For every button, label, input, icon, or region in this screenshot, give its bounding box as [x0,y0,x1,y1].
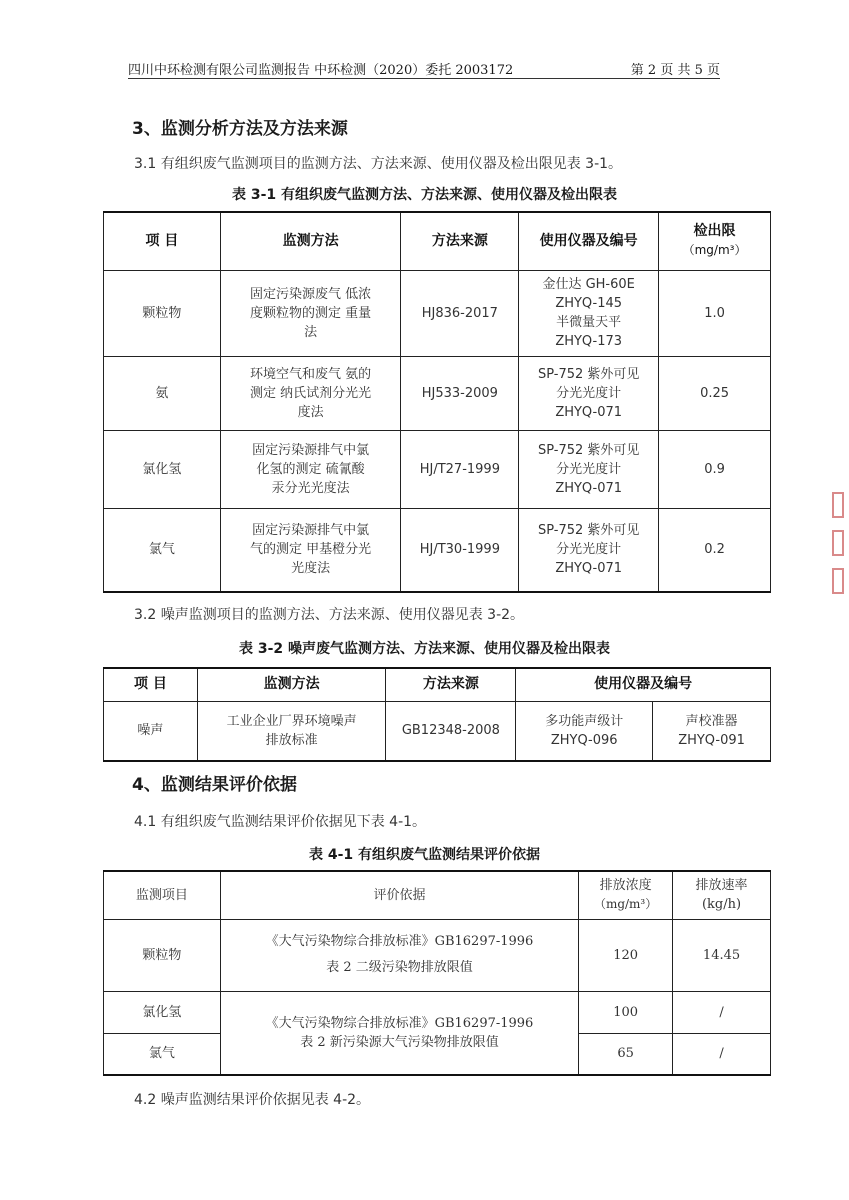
cell-item: 颗粒物 [104,919,221,991]
cell-method: 固定污染源废气 低浓 度颗粒物的测定 重量 法 [220,270,401,356]
cell-limit: 0.25 [659,356,771,430]
cell-item: 噪声 [104,701,198,761]
cell-concentration: 65 [579,1033,673,1075]
cell-basis: 《大气污染物综合排放标准》GB16297-1996 表 2 新污染源大气污染物排放限值 [220,991,578,1075]
th-rate: 排放速率 (kg/h) [673,871,771,919]
th-method: 监测方法 [220,212,401,270]
cell-instrument-1: 多功能声级计 ZHYQ-096 [516,701,653,761]
cell-instrument-2: 声校准器 ZHYQ-091 [653,701,771,761]
table-3-1 [103,211,771,593]
cell-item: 氯化氢 [104,430,221,508]
table-3-2 [103,667,771,762]
cell-rate: / [673,991,771,1033]
cell-rate: 14.45 [673,919,771,991]
section-4-1-text: 4.1 有组织废气监测结果评价依据见下表 4-1。 [134,814,427,830]
table-3-1-caption: 表 3-1 有组织废气监测方法、方法来源、使用仪器及检出限表 [231,187,618,203]
th-monitor-item: 监测项目 [104,871,221,919]
table-header-row [104,212,771,270]
cell-item: 氯化氢 [104,991,221,1033]
table-row [104,919,771,991]
cell-limit: 0.2 [659,508,771,592]
th-detection-limit: 检出限 （mg/m³） [659,212,771,270]
header-page-number: 第 2 页 共 5 页 [630,63,720,78]
page-header [128,56,720,79]
table-row [104,270,771,356]
th-instrument: 使用仪器及编号 [516,668,771,701]
th-source: 方法来源 [386,668,516,701]
th-basis: 评价依据 [220,871,578,919]
th-instrument: 使用仪器及编号 [519,212,659,270]
table-header-row [104,668,771,701]
section-3-1-text: 3.1 有组织废气监测项目的监测方法、方法来源、使用仪器及检出限见表 3-1。 [134,156,623,172]
cell-instrument: SP-752 紫外可见 分光光度计 ZHYQ-071 [519,508,659,592]
cell-item: 颗粒物 [104,270,221,356]
th-item: 项 目 [104,212,221,270]
cell-basis: 《大气污染物综合排放标准》GB16297-1996 表 2 二级污染物排放限值 [220,919,578,991]
table-row [104,701,771,761]
cell-concentration: 100 [579,991,673,1033]
header-report-id: 四川中环检测有限公司监测报告 中环检测（2020）委托 2003172 [128,63,514,78]
th-method: 监测方法 [197,668,386,701]
cell-method: 工业企业厂界环境噪声 排放标准 [197,701,386,761]
table-row [104,430,771,508]
cell-source: HJ/T30-1999 [401,508,519,592]
th-item: 项 目 [104,668,198,701]
cell-instrument: SP-752 紫外可见 分光光度计 ZHYQ-071 [519,356,659,430]
cell-limit: 1.0 [659,270,771,356]
cell-rate: / [673,1033,771,1075]
table-4-1-caption: 表 4-1 有组织废气监测结果评价依据 [308,847,541,863]
table-row [104,356,771,430]
cell-limit: 0.9 [659,430,771,508]
cell-item: 氨 [104,356,221,430]
table-row [104,508,771,592]
table-header-row [104,871,771,919]
cell-source: HJ836-2017 [401,270,519,356]
cell-concentration: 120 [579,919,673,991]
section-3-title: 3、监测分析方法及方法来源 [132,119,348,139]
cell-method: 环境空气和废气 氨的 测定 纳氏试剂分光光 度法 [220,356,401,430]
seal-stamp-fragment [826,480,849,610]
cell-source: HJ/T27-1999 [401,430,519,508]
cell-instrument: SP-752 紫外可见 分光光度计 ZHYQ-071 [519,430,659,508]
section-4-2-text: 4.2 噪声监测结果评价依据见表 4-2。 [134,1092,371,1108]
cell-method: 固定污染源排气中氯 化氢的测定 硫氰酸 汞分光光度法 [220,430,401,508]
cell-method: 固定污染源排气中氯 气的测定 甲基橙分光 光度法 [220,508,401,592]
table-4-1 [103,870,771,1076]
th-concentration: 排放浓度 （mg/m³） [579,871,673,919]
section-3-2-text: 3.2 噪声监测项目的监测方法、方法来源、使用仪器见表 3-2。 [134,607,525,623]
cell-source: HJ533-2009 [401,356,519,430]
cell-instrument: 金仕达 GH-60E ZHYQ-145 半微量天平 ZHYQ-173 [519,270,659,356]
section-4-title: 4、监测结果评价依据 [132,775,297,795]
cell-source: GB12348-2008 [386,701,516,761]
cell-item: 氯气 [104,508,221,592]
th-source: 方法来源 [401,212,519,270]
cell-item: 氯气 [104,1033,221,1075]
table-row [104,991,771,1033]
table-3-2-caption: 表 3-2 噪声废气监测方法、方法来源、使用仪器及检出限表 [238,641,611,657]
